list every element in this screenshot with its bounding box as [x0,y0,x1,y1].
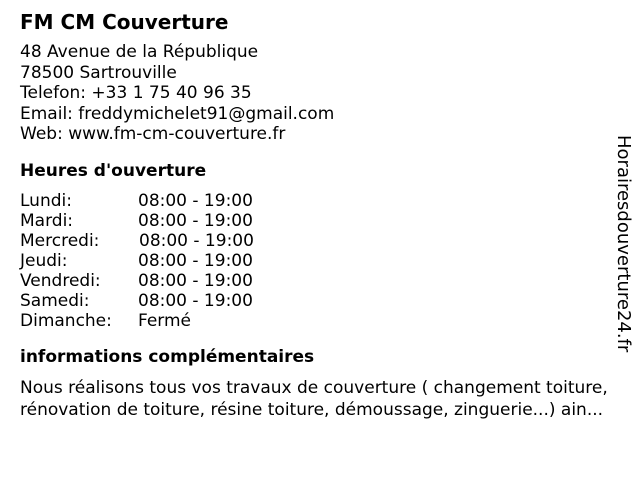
website-text: Web: www.fm-cm-couverture.fr [20,124,286,144]
hours-day: Samedi: [20,290,90,311]
hours-day: Lundi: [20,190,72,211]
phone-text: Telefon: +33 1 75 40 96 35 [20,83,252,103]
hours-time: Fermé [138,310,192,331]
email-text: Email: freddymichelet91@gmail.com [20,103,335,124]
info-heading: informations complémentaires [20,346,315,367]
watermark-text: Horairesdouverture24.fr [613,135,634,353]
hours-time: 08:00 - 19:00 [138,250,253,271]
address-line-1: 48 Avenue de la République [20,42,259,62]
hours-row-tuesday [20,211,610,231]
hours-time: 08:00 - 19:00 [138,290,253,311]
hours-time: 08:00 - 19:00 [139,230,254,251]
hours-time: 08:00 - 19:00 [138,210,253,231]
hours-table [20,191,610,331]
hours-row-saturday [20,291,610,311]
hours-day: Dimanche: [20,310,112,331]
hours-row-thursday [20,251,610,271]
hours-time: 08:00 - 19:00 [138,270,253,291]
address-line-2: 78500 Sartrouville [20,62,177,83]
business-name: FM CM Couverture [20,10,229,34]
hours-row-sunday [20,311,610,331]
business-card [20,10,610,421]
hours-day: Jeudi: [20,250,68,271]
hours-day: Mercredi: [20,230,100,251]
info-description: Nous réalisons tous vos travaux de couverture ( changement toiture, rénovation de toiture, résine toiture, démoussage, zinguerie...) ain... [20,377,608,420]
hours-time: 08:00 - 19:00 [138,190,253,211]
hours-day: Vendredi: [20,270,101,291]
hours-row-monday [20,191,610,211]
hours-row-friday [20,271,610,291]
hours-heading: Heures d'ouverture [20,160,207,181]
hours-row-wednesday [20,231,610,251]
hours-day: Mardi: [20,210,74,231]
